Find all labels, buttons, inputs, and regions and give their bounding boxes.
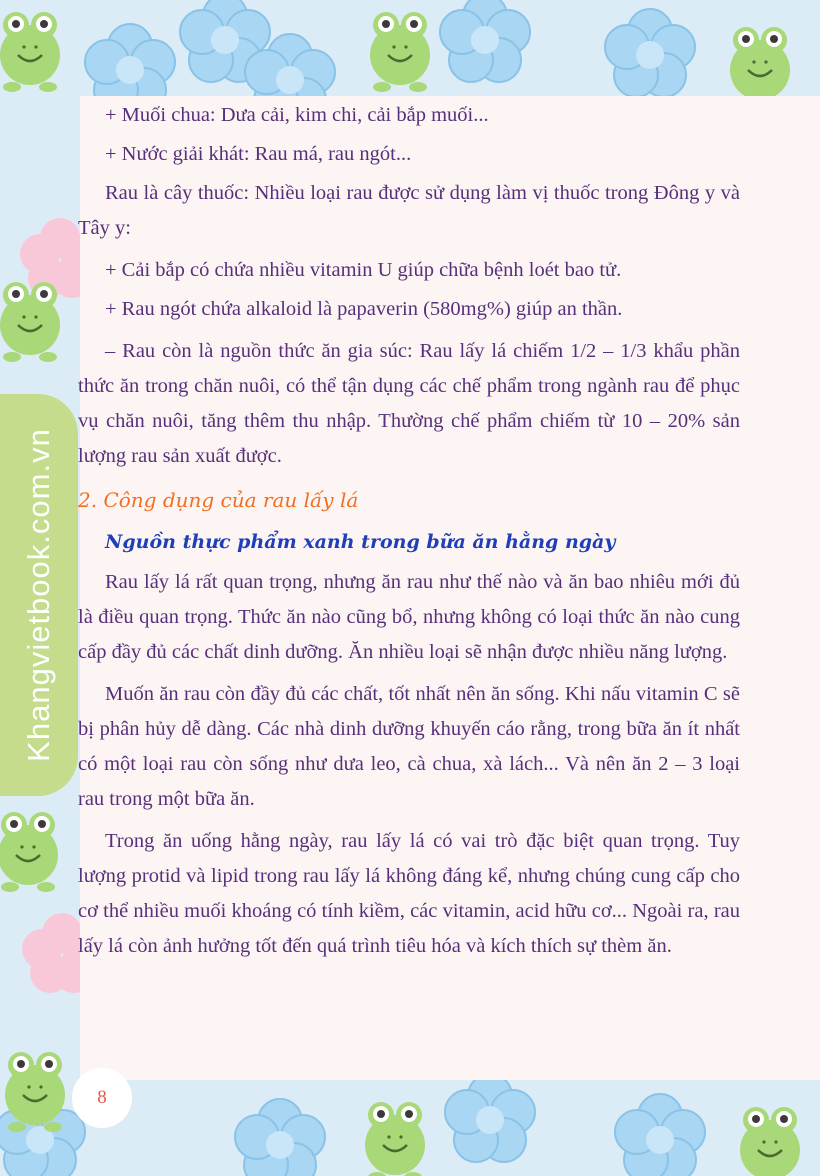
section-heading: 2. Công dụng của rau lấy lá: [78, 488, 359, 512]
paragraph: + Cải bắp có chứa nhiều vitamin U giúp chữa bệnh loét bao tử.: [105, 259, 622, 281]
paragraph: + Nước giải khát: Rau má, rau ngót...: [105, 143, 412, 165]
paragraph: Rau lấy lá rất quan trọng, nhưng ăn rau như thế nào và ăn bao nhiêu mới đủ là điều quan trọng. Thức ăn nào cũng bổ, nhưng không có loại thức ăn nào cung cấp đầy đủ các chất dinh dưỡng. Ăn nhiều loại sẽ nhận được nhiều năng lượng.: [78, 571, 740, 663]
paragraph: Trong ăn uống hằng ngày, rau lấy lá có vai trò đặc biệt quan trọng. Tuy lượng protid và lipid trong rau lấy lá không đáng kể, nhưng chúng cung cấp cho cơ thể nhiều muối khoáng có tính kiềm, các vitamin, acid hữu cơ... Ngoài ra, rau lấy lá còn ảnh hưởng tốt đến quá trình tiêu hóa và kích thích sự thèm ăn.: [78, 830, 740, 957]
page-number: 8: [72, 1068, 132, 1128]
page-content: [78, 98, 740, 971]
subheading: Nguồn thực phẩm xanh trong bữa ăn hằng ngày: [105, 531, 616, 553]
paragraph: Muốn ăn rau còn đầy đủ các chất, tốt nhất nên ăn sống. Khi nấu vitamin C sẽ bị phân hủy dễ dàng. Các nhà dinh dưỡng khuyến cáo rằng, trong bữa ăn ít nhất có một loại rau còn sống như dưa leo, cà chua, xà lách... Và nên ăn 2 – 3 loại rau trong một bữa ăn.: [78, 683, 740, 810]
paragraph: + Muối chua: Dưa cải, kim chi, cải bắp muối...: [105, 104, 489, 126]
paragraph: + Rau ngót chứa alkaloid là papaverin (580mg%) giúp an thần.: [105, 298, 623, 320]
paragraph: Rau là cây thuốc: Nhiều loại rau được sử dụng làm vị thuốc trong Đông y và Tây y:: [78, 182, 740, 239]
paragraph: – Rau còn là nguồn thức ăn gia súc: Rau lấy lá chiếm 1/2 – 1/3 khẩu phần thức ăn trong chăn nuôi, có thể tận dụng các chế phẩm trong ngành rau để phục vụ chăn nuôi, tăng thêm thu nhập. Thường chế phẩm chiếm từ 10 – 20% sản lượng rau sản xuất được.: [78, 340, 740, 467]
site-watermark: Khangvietbook.com.vn: [21, 428, 56, 762]
